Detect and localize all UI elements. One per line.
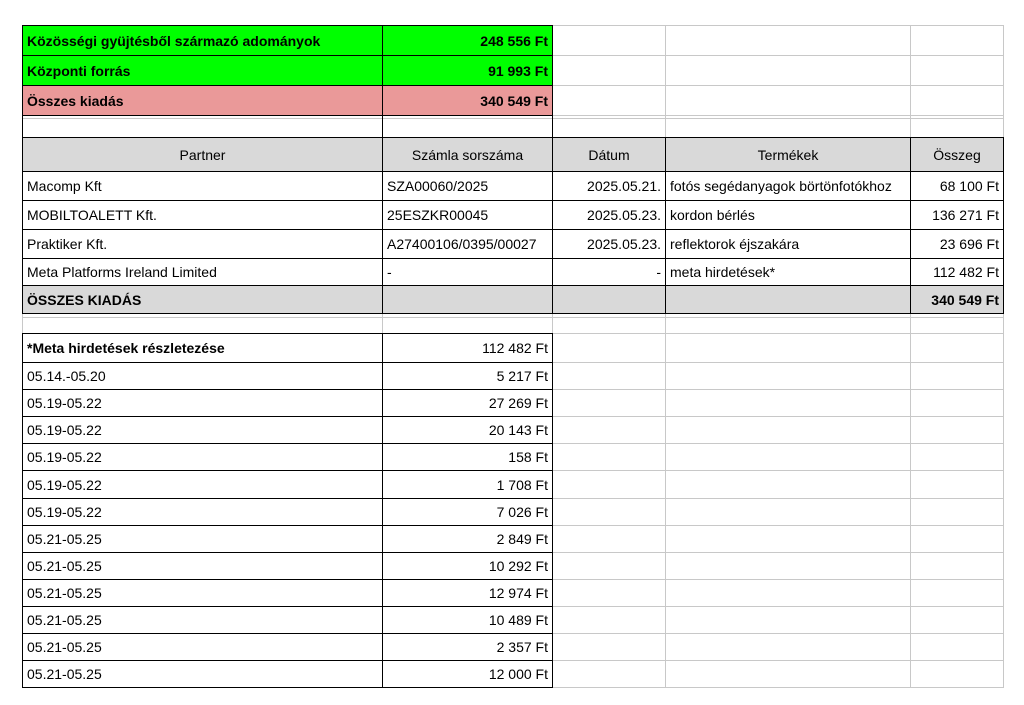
meta-amount-text: 12 000 Ft <box>488 666 548 682</box>
expense-cell-text: Praktiker Kft. <box>27 236 108 252</box>
total-empty <box>382 285 553 314</box>
meta-amount-text: 2 849 Ft <box>496 531 548 547</box>
expense-cell <box>22 200 383 230</box>
summary-value-text: 248 556 Ft <box>480 32 548 49</box>
meta-title-text: *Meta hirdetések részletezése <box>27 340 225 356</box>
total-label <box>22 285 383 314</box>
total-value <box>910 285 1004 314</box>
expense-cell <box>552 200 666 230</box>
expense-cell <box>910 229 1004 259</box>
expense-cell-text: SZA00060/2025 <box>387 178 489 194</box>
summary-value-text: 91 993 Ft <box>488 62 548 79</box>
meta-total <box>382 333 553 363</box>
meta-amount-text: 5 217 Ft <box>496 368 548 384</box>
header-products-text: Termékek <box>757 146 819 163</box>
summary-label <box>22 85 383 116</box>
expense-cell <box>665 258 911 286</box>
expense-cell <box>382 171 553 201</box>
meta-amount-text: 158 Ft <box>508 449 548 465</box>
expense-cell-text: 25ESZKR00045 <box>387 207 489 223</box>
expense-cell <box>22 258 383 286</box>
meta-amount <box>382 416 553 444</box>
summary-label-text: Központi forrás <box>27 62 131 79</box>
meta-amount-text: 2 357 Ft <box>496 639 548 655</box>
meta-period <box>22 552 383 580</box>
expense-cell <box>382 200 553 230</box>
grid-col-line <box>1003 25 1004 687</box>
meta-period <box>22 443 383 471</box>
meta-amount-text: 7 026 Ft <box>496 504 548 520</box>
summary-label <box>22 55 383 86</box>
meta-period-text: 05.21-05.25 <box>27 585 102 601</box>
expense-cell <box>665 200 911 230</box>
meta-total-text: 112 482 Ft <box>482 340 548 356</box>
expense-cell <box>910 200 1004 230</box>
meta-period-text: 05.19-05.22 <box>27 449 102 465</box>
expense-cell-text: fotós segédanyagok börtönfotókhoz <box>670 178 892 194</box>
meta-period-text: 05.21-05.25 <box>27 666 102 682</box>
summary-value-text: 340 549 Ft <box>480 92 548 109</box>
expense-cell <box>552 171 666 201</box>
meta-period <box>22 362 383 390</box>
meta-amount <box>382 552 553 580</box>
meta-amount <box>382 389 553 417</box>
meta-title <box>22 333 383 363</box>
meta-period-text: 05.19-05.22 <box>27 476 102 493</box>
expense-cell <box>552 258 666 286</box>
header-amount-text: Összeg <box>933 146 981 163</box>
meta-amount-text: 20 143 Ft <box>488 422 548 438</box>
expense-cell-text: 23 696 Ft <box>939 236 999 252</box>
meta-period <box>22 579 383 607</box>
meta-period <box>22 416 383 444</box>
meta-amount <box>382 362 553 390</box>
header-partner-text: Partner <box>179 146 226 163</box>
expense-cell-text: MOBILTOALETT Kft. <box>27 207 157 223</box>
meta-period-text: 05.21-05.25 <box>27 531 102 547</box>
meta-period-text: 05.19-05.22 <box>27 395 102 411</box>
expense-cell-text: 68 100 Ft <box>939 178 999 194</box>
meta-period-text: 05.21-05.25 <box>27 558 102 574</box>
total-empty <box>665 285 911 314</box>
meta-amount <box>382 525 553 553</box>
meta-amount-text: 12 974 Ft <box>488 585 548 601</box>
meta-amount-text: 27 269 Ft <box>488 395 548 411</box>
meta-period <box>22 470 383 499</box>
spacer-cell <box>382 115 553 138</box>
meta-period <box>22 660 383 688</box>
summary-label-text: Összes kiadás <box>27 92 124 109</box>
meta-period <box>22 633 383 661</box>
meta-period-text: 05.19-05.22 <box>27 422 102 438</box>
total-label-text: ÖSSZES KIADÁS <box>27 291 142 308</box>
meta-amount-text: 10 292 Ft <box>488 558 548 574</box>
expense-cell-text: - <box>387 264 392 280</box>
expense-cell <box>382 258 553 286</box>
summary-label <box>22 25 383 56</box>
header-invoice <box>382 137 553 172</box>
expense-cell-text: 2025.05.23. <box>587 236 661 252</box>
meta-period <box>22 525 383 553</box>
meta-period-text: 05.19-05.22 <box>27 504 102 520</box>
expense-cell-text: 2025.05.23. <box>587 207 661 223</box>
meta-amount <box>382 660 553 688</box>
expense-cell <box>382 229 553 259</box>
grid-row-line <box>22 317 1004 318</box>
expense-cell-text: A27400106/0395/00027 <box>387 236 537 252</box>
header-invoice-text: Számla sorszáma <box>411 146 524 163</box>
expense-cell <box>665 171 911 201</box>
meta-amount <box>382 470 553 499</box>
meta-amount-text: 10 489 Ft <box>488 612 548 628</box>
meta-period <box>22 606 383 634</box>
expense-cell-text: Macomp Kft <box>27 178 102 194</box>
expense-cell-text: reflektorok éjszakára <box>670 236 800 252</box>
total-value-text: 340 549 Ft <box>931 291 999 308</box>
expense-cell <box>22 229 383 259</box>
expense-cell <box>910 171 1004 201</box>
expense-cell-text: - <box>656 264 661 280</box>
meta-amount <box>382 579 553 607</box>
meta-amount <box>382 633 553 661</box>
meta-amount <box>382 443 553 471</box>
expense-cell-text: 136 271 Ft <box>932 207 999 223</box>
expense-cell <box>552 229 666 259</box>
expense-cell <box>22 171 383 201</box>
header-date-text: Dátum <box>588 146 630 163</box>
meta-amount-text: 1 708 Ft <box>496 476 548 493</box>
spacer-cell <box>22 115 383 138</box>
expense-cell <box>910 258 1004 286</box>
meta-period-text: 05.21-05.25 <box>27 639 102 655</box>
meta-amount <box>382 498 553 526</box>
total-empty <box>552 285 666 314</box>
expense-cell-text: Meta Platforms Ireland Limited <box>27 264 217 280</box>
expense-cell-text: 112 482 Ft <box>933 264 999 280</box>
grid-col-line <box>665 25 666 687</box>
header-products <box>665 137 911 172</box>
expense-cell-text: kordon bérlés <box>670 207 755 223</box>
summary-value <box>382 85 553 116</box>
meta-period <box>22 498 383 526</box>
summary-value <box>382 25 553 56</box>
header-partner <box>22 137 383 172</box>
header-date <box>552 137 666 172</box>
meta-period-text: 05.21-05.25 <box>27 612 102 628</box>
summary-label-text: Közösségi gyüjtésből származó adományok <box>27 32 321 49</box>
grid-col-line <box>910 25 911 687</box>
meta-period-text: 05.14.-05.20 <box>27 368 106 384</box>
summary-value <box>382 55 553 86</box>
meta-period <box>22 389 383 417</box>
expense-cell <box>665 229 911 259</box>
expense-cell-text: 2025.05.21. <box>587 178 661 194</box>
meta-amount <box>382 606 553 634</box>
expense-cell-text: meta hirdetések* <box>670 264 776 280</box>
header-amount <box>910 137 1004 172</box>
